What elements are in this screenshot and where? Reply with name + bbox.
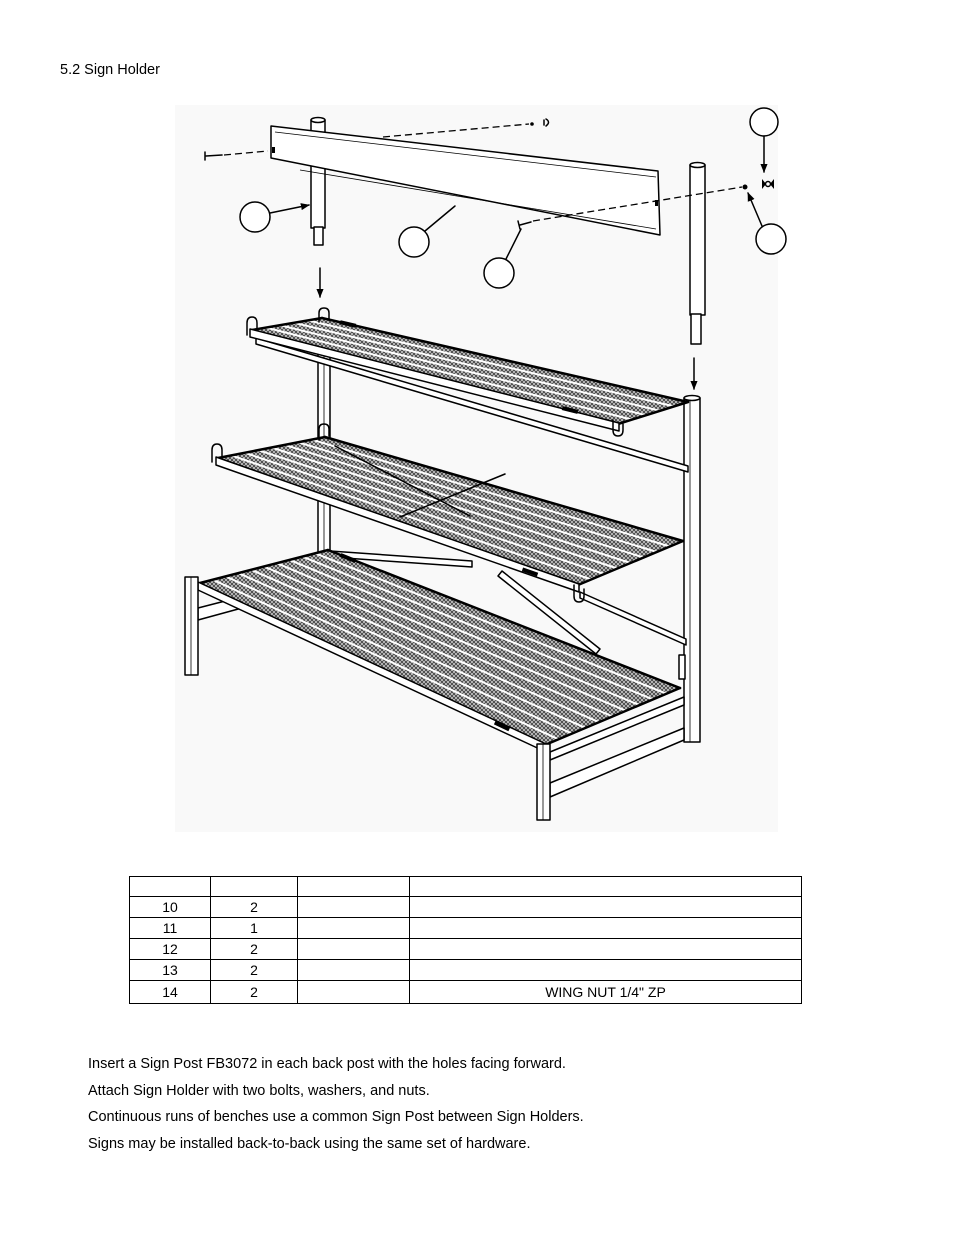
sign-holder-hole-left — [272, 147, 275, 153]
table-header-cell — [410, 877, 802, 897]
table-row — [130, 918, 802, 939]
sign-post-right-tenon — [691, 314, 701, 344]
sign-post-left-tenon — [314, 227, 323, 245]
description-cell — [410, 897, 802, 918]
table-header-cell — [211, 877, 298, 897]
description-cell — [410, 918, 802, 939]
bolt-left-shank — [206, 155, 222, 156]
front-leg-right-body — [537, 744, 550, 820]
instruction-line: Attach Sign Holder with two bolts, washers, and nuts. — [88, 1082, 430, 1099]
washer-top — [530, 122, 534, 126]
table-header-cell — [130, 877, 211, 897]
table-row — [130, 897, 802, 918]
section-heading: 5.2 Sign Holder — [60, 62, 160, 78]
part-number-cell — [298, 960, 410, 981]
quantity-cell: 2 — [211, 960, 298, 981]
item-number-cell: 10 — [130, 897, 211, 918]
instruction-line: Continuous runs of benches use a common Sign Post between Sign Holders. — [88, 1109, 584, 1126]
table-row — [130, 939, 802, 960]
wing-nut-body — [766, 182, 771, 187]
quantity-cell: 2 — [211, 897, 298, 918]
description-cell — [410, 960, 802, 981]
instruction-line: Insert a Sign Post FB3072 in each back post with the holes facing forward. — [88, 1056, 566, 1072]
callout-circle — [756, 224, 786, 254]
instruction-line: Signs may be installed back-to-back using the same set of hardware. — [88, 1136, 531, 1153]
back-post-right-top — [684, 396, 700, 401]
table-row — [130, 981, 802, 1004]
instructions — [88, 1051, 584, 1158]
description-cell: WING NUT 1/4" ZP — [410, 981, 802, 1004]
item-number-cell: 11 — [130, 918, 211, 939]
back-post-right-slot — [679, 655, 685, 679]
item-number-cell: 13 — [130, 960, 211, 981]
sign-post-left-top — [311, 118, 325, 123]
sign-post-right-top — [690, 163, 705, 168]
description-cell — [410, 939, 802, 960]
sign-post-right-body — [690, 165, 705, 315]
item-number-cell: 12 — [130, 939, 211, 960]
part-number-cell — [298, 981, 410, 1004]
quantity-cell: 2 — [211, 939, 298, 960]
parts-table — [129, 876, 802, 1004]
washer-right — [743, 185, 748, 190]
back-post-right-body — [684, 398, 700, 742]
table-row — [130, 960, 802, 981]
front-leg-right — [537, 744, 550, 820]
item-number-cell: 14 — [130, 981, 211, 1004]
quantity-cell: 2 — [211, 981, 298, 1004]
table-header-row — [130, 877, 802, 897]
callout-circle — [750, 108, 778, 136]
part-number-cell — [298, 918, 410, 939]
front-leg-left-body — [185, 577, 198, 675]
part-number-cell — [298, 897, 410, 918]
callout-circle — [484, 258, 514, 288]
sign-holder-assembly-drawing — [170, 100, 790, 835]
callout-circle — [240, 202, 270, 232]
front-leg-left — [185, 577, 198, 675]
part-number-cell — [298, 939, 410, 960]
quantity-cell: 1 — [211, 918, 298, 939]
table-header-cell — [298, 877, 410, 897]
parts-table-body — [130, 877, 802, 1004]
